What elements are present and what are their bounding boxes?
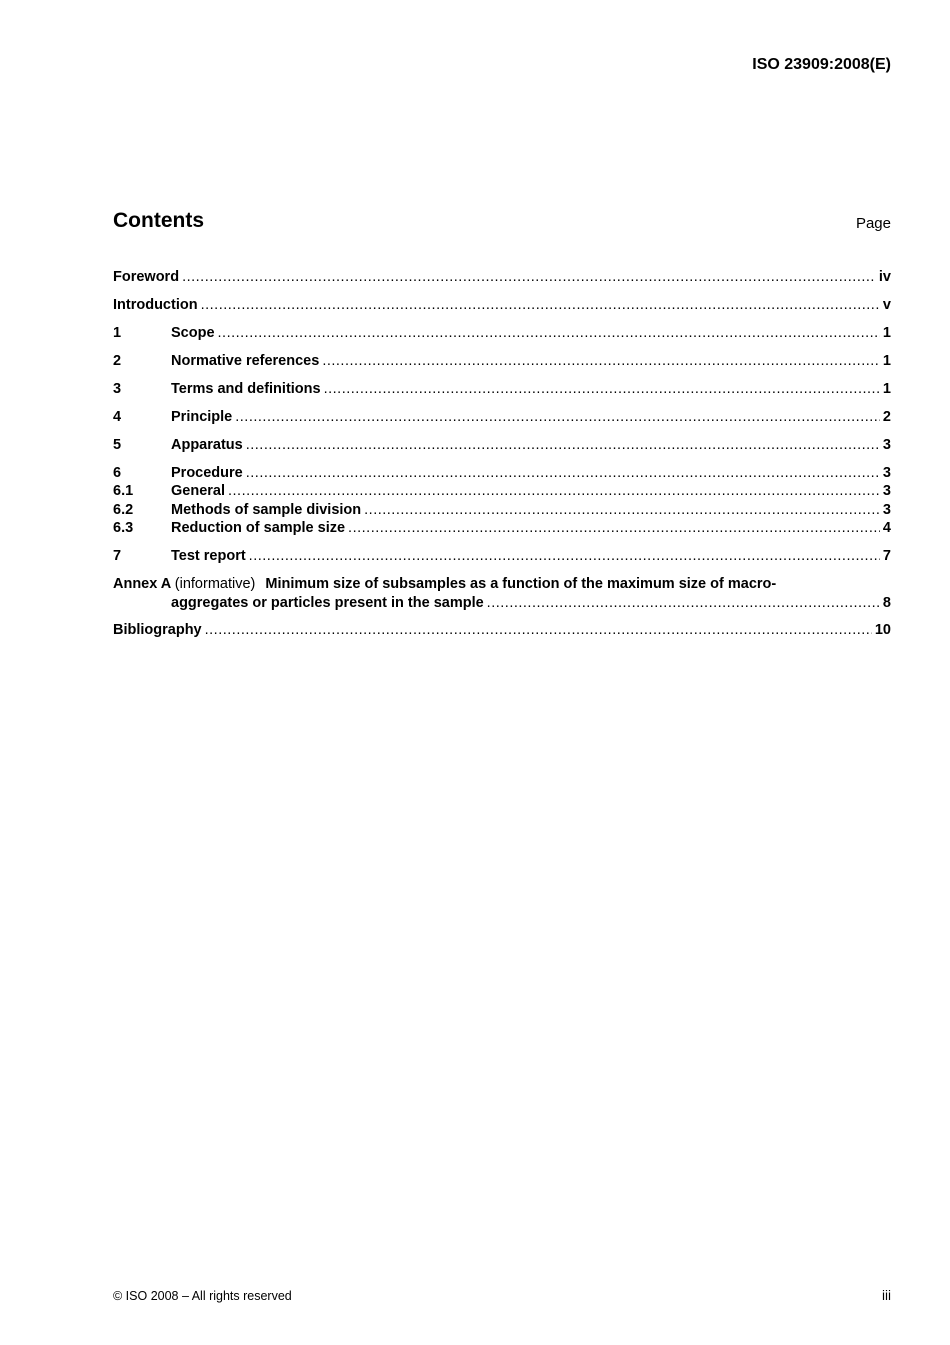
toc-entry-principle[interactable]	[113, 408, 891, 427]
annex-qualifier: (informative)	[174, 576, 256, 592]
toc-leader-dots	[205, 621, 872, 640]
toc-leader-dots	[246, 464, 880, 483]
toc-entry-foreword[interactable]	[113, 268, 891, 287]
toc-entry-page: 3	[882, 437, 891, 453]
toc-entry-page: v	[882, 297, 891, 313]
toc-entry-apparatus[interactable]	[113, 436, 891, 455]
toc-entry-number: 4	[113, 409, 122, 425]
toc-entry-normative-references[interactable]	[113, 352, 891, 371]
toc-leader-dots	[249, 547, 880, 566]
toc-entry-page: 3	[882, 483, 891, 499]
toc-entry-title: Normative references	[171, 353, 320, 369]
toc-entry-test-report[interactable]	[113, 547, 891, 566]
contents-heading: Contents	[113, 209, 204, 232]
document-id: ISO 23909:2008(E)	[752, 56, 891, 73]
toc-entry-page: 10	[874, 622, 891, 638]
toc-entry-title: Procedure	[171, 465, 243, 481]
toc-entry-page: 4	[882, 520, 891, 536]
toc-entry-title: Methods of sample division	[171, 502, 362, 518]
toc-entry-terms-definitions[interactable]	[113, 380, 891, 399]
toc-entry-title: Scope	[171, 325, 215, 341]
toc-entry-page: 7	[882, 548, 891, 564]
toc-entry-number: 6	[113, 465, 122, 481]
toc-leader-dots	[322, 352, 880, 371]
toc-entry-general[interactable]	[113, 482, 891, 501]
toc-entry-page: 1	[882, 381, 891, 397]
toc-entry-title: Bibliography	[113, 622, 202, 638]
toc-entry-title: Reduction of sample size	[171, 520, 346, 536]
toc-leader-dots	[228, 482, 880, 501]
toc-entry-page: 3	[882, 502, 891, 518]
annex-title-line2: aggregates or particles present in the sample	[171, 595, 484, 611]
toc-entry-page: 1	[882, 353, 891, 369]
annex-title-line1: Minimum size of subsamples as a function of the maximum size of macro-	[265, 576, 777, 592]
toc-entry-introduction[interactable]	[113, 296, 891, 315]
toc-entry-title: General	[171, 483, 225, 499]
toc-leader-dots	[182, 268, 876, 287]
toc-entry-title: Principle	[171, 409, 233, 425]
toc-entry-title: Test report	[171, 548, 246, 564]
toc-entry-number: 6.2	[113, 502, 134, 518]
toc-entry-bibliography[interactable]	[113, 621, 891, 640]
toc-entry-title: Foreword	[113, 269, 180, 285]
annex-label: Annex A	[113, 576, 171, 592]
toc-entry-title: Apparatus	[171, 437, 243, 453]
toc-entry-title: Introduction	[113, 297, 198, 313]
footer-copyright: © ISO 2008 – All rights reserved	[113, 1289, 292, 1303]
toc-entry-number: 5	[113, 437, 122, 453]
toc-entry-page: iv	[878, 269, 891, 285]
toc-entry-number: 2	[113, 353, 122, 369]
toc-leader-dots	[201, 296, 880, 315]
toc-leader-dots	[235, 408, 880, 427]
toc-entry-number: 1	[113, 325, 122, 341]
toc-entry-number: 3	[113, 381, 122, 397]
toc-entry-page: 3	[882, 465, 891, 481]
footer-page-number: iii	[882, 1288, 891, 1303]
toc-entry-title: Terms and definitions	[171, 381, 321, 397]
toc-entry-sample-size-reduction[interactable]	[113, 519, 891, 538]
toc-entry-page: 1	[882, 325, 891, 341]
toc-leader-dots	[324, 380, 880, 399]
toc-entry-page: 8	[882, 595, 891, 611]
toc-entry-number: 6.1	[113, 483, 134, 499]
toc-leader-dots	[364, 501, 880, 520]
toc-entry-page: 2	[882, 409, 891, 425]
toc-entry-sample-division[interactable]	[113, 501, 891, 520]
toc-entry-scope[interactable]	[113, 324, 891, 343]
toc-entry-number: 7	[113, 548, 122, 564]
toc-entry-number: 6.3	[113, 520, 134, 536]
toc-entry-procedure[interactable]	[113, 464, 891, 483]
page-column-label: Page	[855, 215, 891, 232]
toc-leader-dots	[246, 436, 880, 455]
toc-leader-dots	[218, 324, 880, 343]
toc-leader-dots	[348, 519, 880, 538]
toc-leader-dots	[487, 594, 880, 613]
